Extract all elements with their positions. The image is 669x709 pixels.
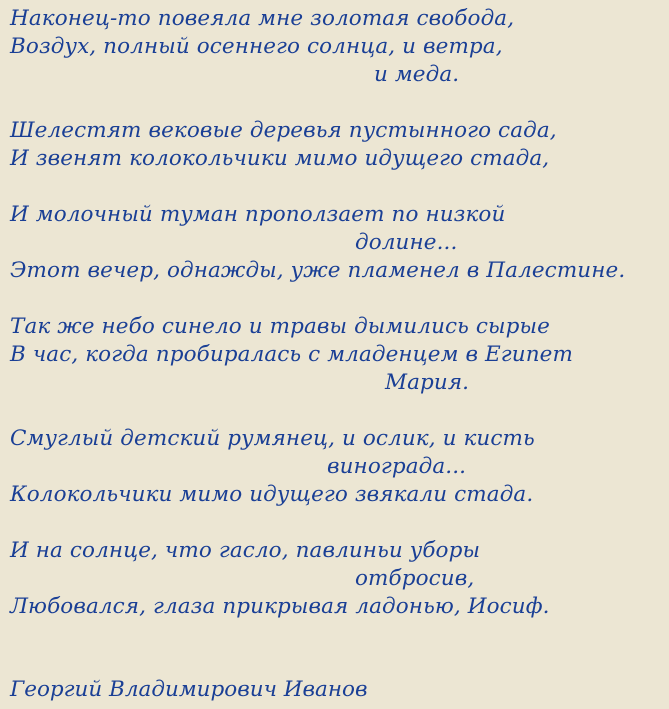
poem-line-13: винограда... — [327, 454, 467, 479]
poem-line-9: Так же небо синело и травы дымились сырые — [10, 314, 550, 339]
poem-line-14: Колокольчики мимо идущего звякали стада. — [10, 482, 534, 507]
poem-line-15: И на солнце, что гасло, павлиньи уборы — [10, 538, 481, 563]
poem-line-7: долине... — [355, 230, 458, 255]
poem-line-8: Этот вечер, однажды, уже пламенел в Палестине. — [10, 258, 626, 283]
poem-line-12: Смуглый детский румянец, и ослик, и кисть — [10, 426, 535, 451]
poem-line-4: Шелестят вековые деревья пустынного сада, — [10, 118, 557, 143]
poem-line-2: Воздух, полный осеннего солнца, и ветра, — [10, 34, 503, 59]
poem-line-6: И молочный туман проползает по низкой — [10, 202, 506, 227]
poem-line-11: Мария. — [385, 370, 470, 395]
poem-line-10: В час, когда пробиралась с младенцем в Египет — [10, 342, 573, 367]
poem-author: Георгий Владимирович Иванов — [10, 677, 368, 702]
poem-line-17: Любовался, глаза прикрывая ладонью, Иосиф. — [10, 594, 550, 619]
poem-line-3: и меда. — [374, 62, 460, 87]
poem-line-1: Наконец-то повеяла мне золотая свобода, — [10, 6, 515, 31]
poem-line-5: И звенят колокольчики мимо идущего стада, — [10, 146, 550, 171]
poem-line-16: отбросив, — [355, 566, 475, 591]
